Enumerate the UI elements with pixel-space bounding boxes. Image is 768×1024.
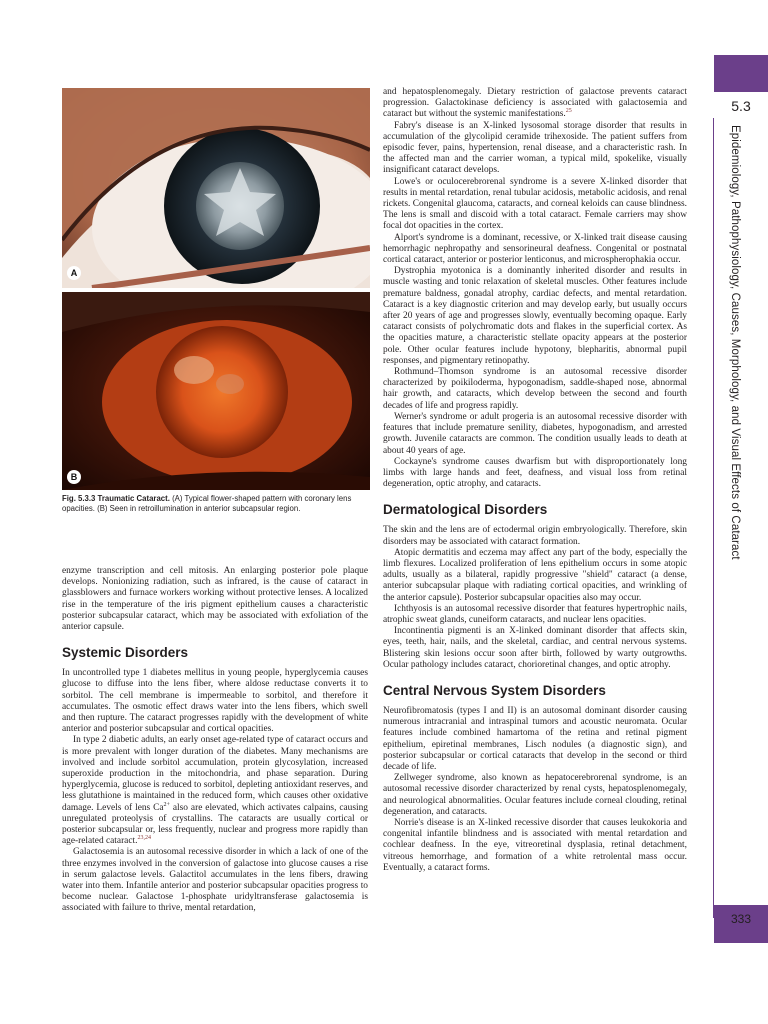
paragraph: Alport's syndrome is a dominant, recessive, or X-linked trait disease causing hemorrhagic nephropathy and sensorineural deafness. Congenital or postnatal cortical cataract, anterior or posterior lenticonus, and microspherophakia occur. xyxy=(383,232,687,266)
text-run: also are elevated, which activates calpains, causing unregulated proteolysis of crystallins. The cataracts are usually cortical or posterior subcapsular or, less frequently, nuclear and progress more rapidly than age-related cataract. xyxy=(62,802,368,847)
section-heading-cns: Central Nervous System Disorders xyxy=(383,682,606,698)
paragraph: Cockayne's syndrome causes dwarfism but with disproportionately long limbs with large hands and feet, deafness, and visual loss from retinal degeneration, optic atrophy, and cataracts. xyxy=(383,456,687,490)
paragraph: Lowe's or oculocerebrorenal syndrome is a severe X-linked disorder that results in mental retardation, renal tubular acidosis, metabolic acidosis, and renal rickets. Congenital glaucoma, cataracts, and corneal keloids can cause blindness. The lens is small and discoid with a total cataract. Female carriers may show focal dot opacities in the cortex. xyxy=(383,176,687,232)
reference-marker: 25 xyxy=(565,108,572,115)
paragraph: The skin and the lens are of ectodermal origin embryologically. Therefore, skin disorders may be associated with cataract formation. xyxy=(383,525,687,547)
figure-a-label: A xyxy=(67,266,81,280)
section-tab xyxy=(714,55,768,92)
figure-caption xyxy=(62,494,368,514)
paragraph: Zellweger syndrome, also known as hepatocerebrorenal syndrome, is an autosomal recessive disorder characterized by renal cysts, hepatosplenomegaly, and neurological abnormalities. Ocular features include corneal clouding, retinal degeneration, and cataracts. xyxy=(383,773,687,817)
figure-caption-text: (A) Typical flower-shaped pattern with coronary lens opacities. (B) Seen in retroillumination in anterior subcapsular region. xyxy=(62,494,352,513)
section-heading-dermatological: Dermatological Disorders xyxy=(383,502,548,518)
paragraph: Werner's syndrome or adult progeria is an autosomal recessive disorder with features that include premature senility, diabetes, hypogonadism, and arrested growth. Juvenile cataracts are common. The condition usually leads to death at about 40 years of age. xyxy=(383,411,687,456)
section-number: 5.3 xyxy=(714,92,768,118)
page-number: 333 xyxy=(730,912,752,926)
paragraph: Neurofibromatosis (types I and II) is an autosomal dominant disorder causing numerous intracranial and intraspinal tumors and acoustic neuromata. Ocular features include combined hamartoma of the retina and retinal pigment epithelium, epiretinal membranes, Lisch nodules (a diagnostic sign), and posterior subcapsular or cortical cataracts that develop in the second or third decade of life. xyxy=(383,705,687,772)
paragraph: Norrie's disease is an X-linked recessive disorder that causes leukokoria and congenital infantile blindness and is associated with mental retardation and cochlear deafness. In the eye, vitreoretinal dysplasia, retinal detachment, vitreous hemorrhage, and formation of a white retrolental mass occur. Eventually, a cataract forms. xyxy=(383,817,687,873)
superscript: 2+ xyxy=(163,801,170,808)
figure-a-photo xyxy=(62,88,370,288)
figure-b-photo xyxy=(62,292,370,490)
paragraph: Rothmund–Thomson syndrome is an autosomal recessive disorder characterized by poikiloderma, hypogonadism, saddle-shaped nose, abnormal hair growth, and cataracts, which develop between the second and fourth decades of life and progress rapidly. xyxy=(383,367,687,411)
paragraph: Atopic dermatitis and eczema may affect any part of the body, especially the limb flexures. Localized proliferation of lens epithelium occurs in some atopic adults, usually as a bilateral, rapidly progressive "shield" cataract (a dense, anterior subcapsular plaque with radiating cortical opacities, and wrinkling of the anterior capsule). Posterior subcapsular opacities also may occur. xyxy=(383,547,687,603)
paragraph: Dystrophia myotonica is a dominantly inherited disorder and results in muscle wasting and tonic relaxation of skeletal muscles. Other features include premature baldness, gonadal atrophy, cardiac defects, and mental retardation. Cataract is a key diagnostic criterion and may develop early, but usually occurs after 20 years of age and progresses slowly, eventually becoming opaque. Early cataract consists of polychromatic dots and flakes in the superficial cortex. As the opacities mature, a characteristic stellate opacity appears at the posterior pole. Other ocular features include hypotony, blepharitis, abnormal pupil responses, and pigmentary retinopathy. xyxy=(383,266,687,366)
eye-photo-b xyxy=(62,292,370,490)
right-column xyxy=(383,87,687,874)
text-run: In type 2 diabetic adults, an early onset age-related type of cataract occurs and is more prevalent with longer duration of the diabetes. Many mechanisms are involved and include sorbitol accumulation, protein glycosylation, increased superoxide production in the mitochondria, and phase separation. During hyperglycemia, glucose is reduced to sorbitol, depleting antioxidant reserves, and less glutathione is maintained in the reduced form, which causes other oxidative damage. Levels of lens Ca xyxy=(62,735,368,813)
paragraph: In uncontrolled type 1 diabetes mellitus in young people, hyperglycemia causes glucose to diffuse into the lens fiber, where aldose reductase converts it to sorbitol. The cell membrane is impermeable to sorbitol, and therefore it accumulates. The osmotic effect draws water into the lens fibers, which swell and then rupture. The cataract progresses rapidly with the development of white anterior and posterior subcapsular and cortical opacities. xyxy=(62,668,368,735)
text-run: and hepatosplenomegaly. Dietary restriction of galactose prevents cataract progression. Galactokinase deficiency is associated with galactosemia and cataract but without the systemic manifestations. xyxy=(383,87,687,120)
reference-marker: 23,24 xyxy=(137,835,151,842)
paragraph: enzyme transcription and cell mitosis. An enlarging posterior pole plaque develops. Nonionizing radiation, such as infrared, is the cause of cataract in glassblowers and furnace workers working without protective lenses. A localized rise in the temperature of the iris pigment epithelium causes a characteristic posterior subcapsular cataract, which may be associated with exfoliation of the anterior capsule. xyxy=(62,566,368,633)
paragraph: Galactosemia is an autosomal recessive disorder in which a lack of one of the three enzymes involved in the conversion of galactose into glucose causes a rise in serum galactose levels. Galactitol accumulates in the lens fibers, drawing water into them. Infantile anterior and posterior subcapsular opacities progress to become nuclear. Galactose 1-phosphate uridyltransferase galactosemia is associated with failure to thrive, mental retardation, xyxy=(62,847,368,914)
figure-caption-title: Fig. 5.3.3 Traumatic Cataract. xyxy=(62,494,170,503)
paragraph xyxy=(62,735,368,847)
section-heading-systemic: Systemic Disorders xyxy=(62,645,189,661)
paragraph: Incontinentia pigmenti is an X-linked dominant disorder that affects skin, eyes, teeth, hair, nails, and the skeletal, cardiac, and central nervous systems. Blistering skin lesions occur soon after birth, followed by warty outgrowths. Ocular pathology includes cataract, chorioretinal changes, and optic atrophy. xyxy=(383,626,687,670)
eye-photo-a xyxy=(62,88,370,288)
paragraph: Fabry's disease is an X-linked lysosomal storage disorder that results in accumulation of the glycolipid ceramide trihexoside. The patient suffers from episodic fever, pains, hypertension, renal disease, and a characteristic rash. In the affected man and the carrier woman, a typical mild, spokelike, visually insignificant cataract develops. xyxy=(383,120,687,176)
paragraph: Ichthyosis is an autosomal recessive disorder that features hypertrophic nails, atrophic sweat glands, cuneiform cataracts, and nuclear lens opacities. xyxy=(383,603,687,625)
figure-b-label: B xyxy=(67,470,81,484)
sidebar-rule xyxy=(713,118,714,918)
paragraph xyxy=(383,87,687,121)
left-column xyxy=(62,566,368,915)
chapter-title: Epidemiology, Pathophysiology, Causes, Morphology, and Visual Effects of Cataract xyxy=(729,125,741,560)
